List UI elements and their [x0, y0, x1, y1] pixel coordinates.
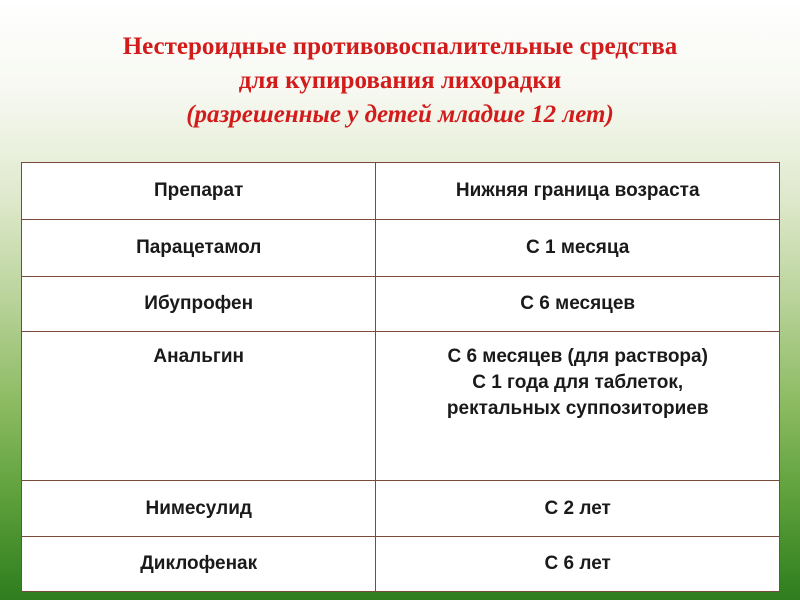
age-limit	[376, 332, 780, 481]
table-row	[22, 537, 780, 592]
age-limit-line: С 1 месяца	[526, 237, 630, 258]
age-limit-line: С 1 года для таблеток,	[472, 372, 684, 393]
table-row	[22, 277, 780, 332]
age-limit-line: С 6 лет	[544, 553, 611, 574]
drug-name: Анальгин	[22, 332, 376, 481]
slide-title	[0, 30, 800, 132]
age-limit	[376, 481, 780, 537]
age-limit	[376, 220, 780, 277]
age-limit	[376, 277, 780, 332]
drug-age-table	[21, 162, 780, 577]
table-row	[22, 481, 780, 537]
table-row	[22, 332, 780, 481]
age-limit-line: ректальных суппозиториев	[446, 398, 709, 419]
age-limit-line: С 6 месяцев (для раствора)	[447, 346, 708, 367]
age-limit-line: С 2 лет	[544, 497, 611, 519]
title-line-1: Нестероидные противовоспалительные средства	[122, 33, 678, 60]
drug-name: Парацетамол	[22, 220, 376, 277]
header-age-limit: Нижняя граница возраста	[376, 163, 780, 220]
title-line-3: (разрешенные у детей младше 12 лет)	[186, 101, 614, 128]
title-line-2: для купирования лихорадки	[238, 67, 562, 94]
age-limit-line: С 6 месяцев	[520, 293, 636, 314]
table-header-row	[22, 163, 780, 220]
table-row	[22, 220, 780, 277]
header-drug: Препарат	[22, 163, 376, 220]
drug-name: Ибупрофен	[22, 277, 376, 332]
drug-name: Нимесулид	[22, 481, 376, 537]
age-limit	[376, 537, 780, 592]
table	[21, 162, 780, 592]
drug-name: Диклофенак	[22, 537, 376, 592]
